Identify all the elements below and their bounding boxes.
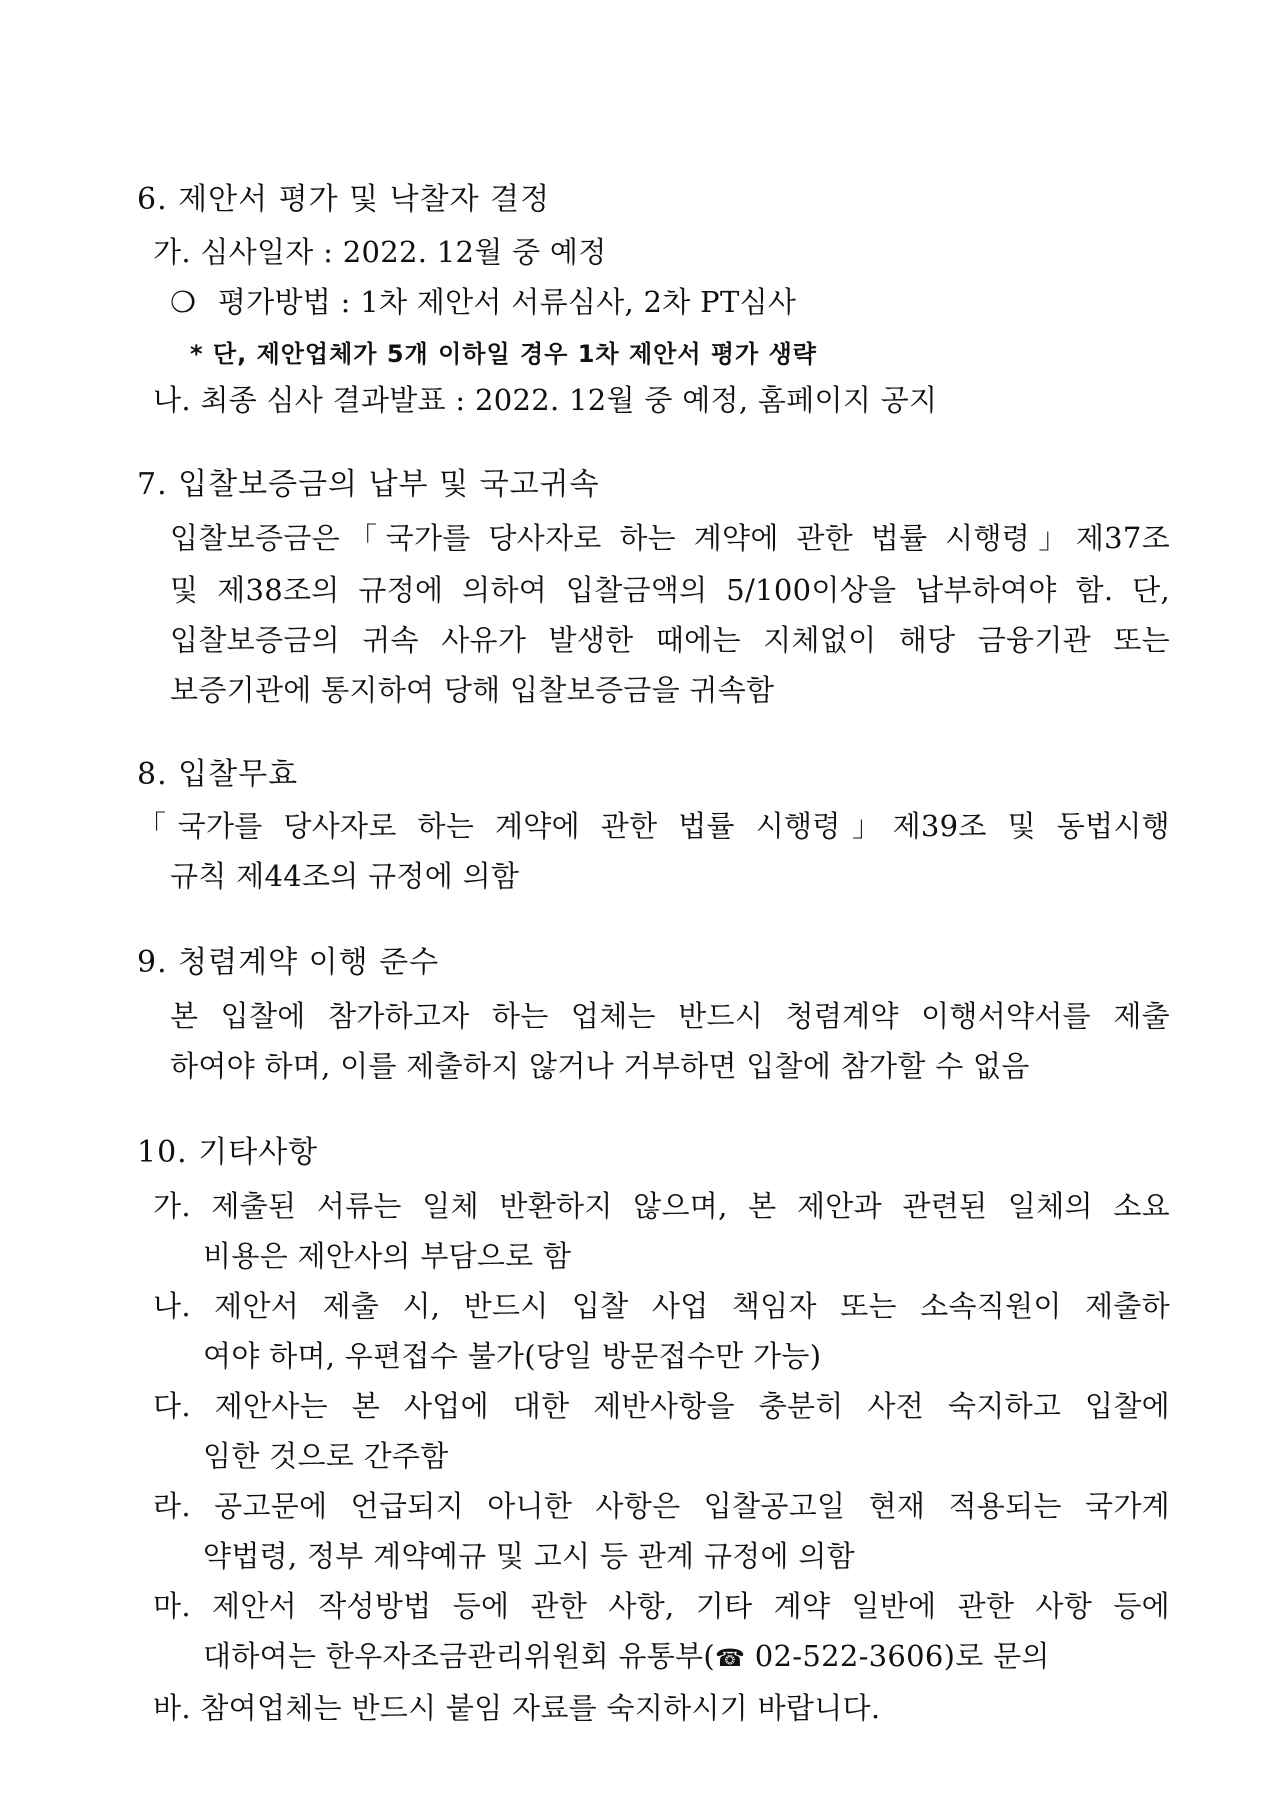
section-10-item-ra: 라. 공고문에 언급되지 아니한 사항은 입찰공고일 현재 적용되는 국가계 xyxy=(153,1489,1170,1523)
section-10-item-ma: 마. 제안서 작성방법 등에 관한 사항, 기타 계약 일반에 관한 사항 등에 xyxy=(153,1589,1170,1623)
section-10-item-na: 나. 제안서 제출 시, 반드시 입찰 사업 책임자 또는 소속직원이 제출하 xyxy=(153,1289,1170,1323)
section-7-line: 입찰보증금의 귀속 사유가 발생한 때에는 지체없이 해당 금융기관 또는 xyxy=(170,623,1170,657)
section-6-bullet-text: 평가방법 : 1차 제안서 서류심사, 2차 PT심사 xyxy=(217,285,797,319)
section-10-item-ma-cont xyxy=(203,1636,1050,1678)
section-10-item-ga: 가. 제출된 서류는 일체 반환하지 않으며, 본 제안과 관련된 일체의 소요 xyxy=(153,1189,1170,1223)
phone-icon: ☎ xyxy=(715,1644,746,1672)
section-7-line: 입찰보증금은「국가를 당사자로 하는 계약에 관한 법률 시행령」제37조 xyxy=(170,521,1170,555)
section-8-line: 규칙 제44조의 규정에 의함 xyxy=(170,859,520,893)
section-10-item-na-cont: 여야 하며, 우편접수 불가(당일 방문접수만 가능) xyxy=(203,1339,822,1373)
section-7-line: 및 제38조의 규정에 의하여 입찰금액의 5/100이상을 납부하여야 함. 단, xyxy=(170,573,1170,607)
contact-phone: 02-522-3606)로 문의 xyxy=(745,1639,1050,1673)
section-6-note: * 단, 제안업체가 5개 이하일 경우 1차 제안서 평가 생략 xyxy=(190,340,817,368)
section-10-item-da-cont: 임한 것으로 간주함 xyxy=(203,1439,449,1473)
section-10-item-ba: 바. 참여업체는 반드시 붙임 자료를 숙지하시기 바랍니다. xyxy=(153,1691,881,1725)
section-9-line: 본 입찰에 참가하고자 하는 업체는 반드시 청렴계약 이행서약서를 제출 xyxy=(170,999,1170,1033)
section-10-item-ra-cont: 약법령, 정부 계약예규 및 고시 등 관계 규정에 의함 xyxy=(203,1539,855,1573)
section-9-heading: 9. 청렴계약 이행 준수 xyxy=(137,945,440,980)
section-7-heading: 7. 입찰보증금의 납부 및 국고귀속 xyxy=(137,467,600,502)
section-6-item-b: 나. 최종 심사 결과발표 : 2022. 12월 중 예정, 홈페이지 공지 xyxy=(153,383,938,417)
section-6-bullet xyxy=(170,282,796,322)
contact-text: 대하여는 한우자조금관리위원회 유통부( xyxy=(203,1639,715,1673)
section-6-item-a: 가. 심사일자 : 2022. 12월 중 예정 xyxy=(153,235,607,269)
section-10-item-da: 다. 제안사는 본 사업에 대한 제반사항을 충분히 사전 숙지하고 입찰에 xyxy=(153,1389,1170,1423)
section-10-heading: 10. 기타사항 xyxy=(137,1135,319,1170)
section-7-line: 보증기관에 통지하여 당해 입찰보증금을 귀속함 xyxy=(170,673,775,707)
section-9-line: 하여야 하며, 이를 제출하지 않거나 거부하면 입찰에 참가할 수 없음 xyxy=(170,1049,1030,1083)
section-8-line: 「국가를 당사자로 하는 계약에 관한 법률 시행령」제39조 및 동법시행 xyxy=(137,809,1170,843)
bullet-circle-icon: ❍ xyxy=(170,285,197,319)
section-10-item-ga-cont: 비용은 제안사의 부담으로 함 xyxy=(203,1239,572,1273)
section-6-heading: 6. 제안서 평가 및 낙찰자 결정 xyxy=(137,182,551,217)
section-8-heading: 8. 입찰무효 xyxy=(137,757,299,792)
